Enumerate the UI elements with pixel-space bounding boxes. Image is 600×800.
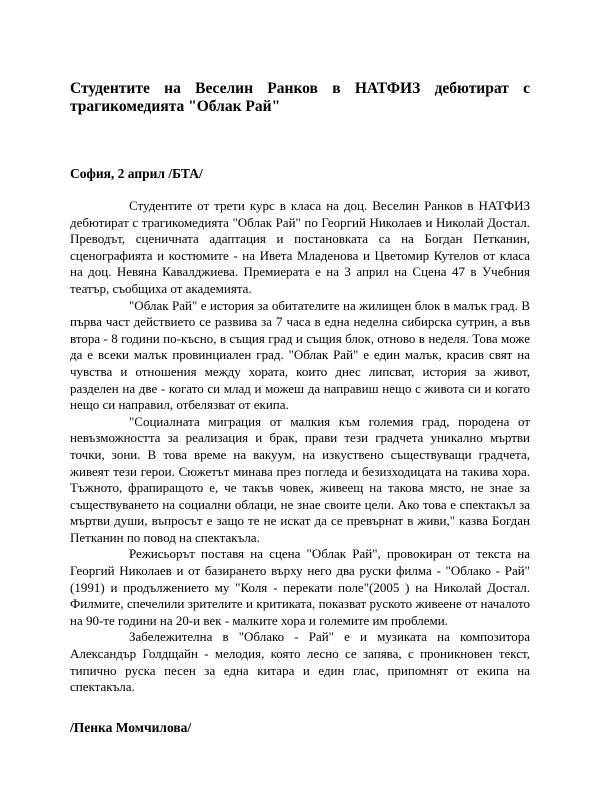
article-paragraph: Забележителна в "Облако - Рай" е и музиката на композитора Александър Голдщайн - мелодия, която лесно се запява, с проникновен текст, типично руска песен за една китара и един глас, припомнят от екипа на спектакъла. <box>70 629 530 695</box>
article-author: /Пенка Момчилова/ <box>70 719 192 735</box>
article-dateline: София, 2 април /БТА/ <box>70 166 203 181</box>
document-page <box>70 80 530 736</box>
article-paragraph: Студентите от трети курс в класа на доц. Веселин Ранков в НАТФИЗ дебютират с трагикомедията "Облак Рай" по Георгий Николаев и Николай Достал. Преводът, сценичната адаптация и постановката са на Богдан Петканин, сценографията и костюмите - на Ивета Младенова и Цветомир Кутелов от класа на доц. Невяна Кавалджиева. Премиерата е на 3 април на Сцена 47 в Учебния театър, съобщиха от академията. <box>70 198 530 296</box>
article-paragraph: Режисьорът поставя на сцена "Облак Рай", провокиран от текста на Георгий Николаев и от базирането върху него два руски филма - "Облако - Рай" (1991) и продължението му "Коля - перекати поле"(2005 ) на Николай Достал. Филмите, спечелили зрителите и критиката, показват руското живеене от началото на 90-те години на 20-и век - малките хора и големите им проблеми. <box>70 546 530 628</box>
article-headline: Студентите на Веселин Ранков в НАТФИЗ дебютират с трагикомедията "Облак Рай" <box>70 80 530 115</box>
article-body <box>70 198 530 696</box>
article-paragraph: "Облак Рай" е история за обитателите на жилищен блок в малък град. В първа част действието се развива за 7 часа в една неделна сибирска сутрин, а във втора - 8 години по-късно, в същия град и същия блок, отново в неделя. Това може да е всеки малък провинциален град. "Облак Рай" е един малък, красив свят на чувства и отношения между хората, които днес липсват, история за живот, разделен на две - когато си млад и можеш да направиш нещо с живота си и когато нещо си направил, отбелязват от екипа. <box>70 297 530 413</box>
article-paragraph: "Социалната миграция от малкия към големия град, породена от невъзможността за реализация и брак, прави тези градчета уникално мъртви точки, зони. В това време на вакуум, на изкуствено съществуващи градчета, живеят тези герои. Сюжетът минава през погледа и безизходицата на такива хора. Тъжното, фрапиращото е, че такъв човек, живеещ на такова място, не знае за съществуването на социални облаци, не знае своите цели. Ако това е спектакъл за мъртви души, въпросът е защо те не искат да се превърнат в живи," казва Богдан Петканин по повод на спектакъла. <box>70 413 530 545</box>
